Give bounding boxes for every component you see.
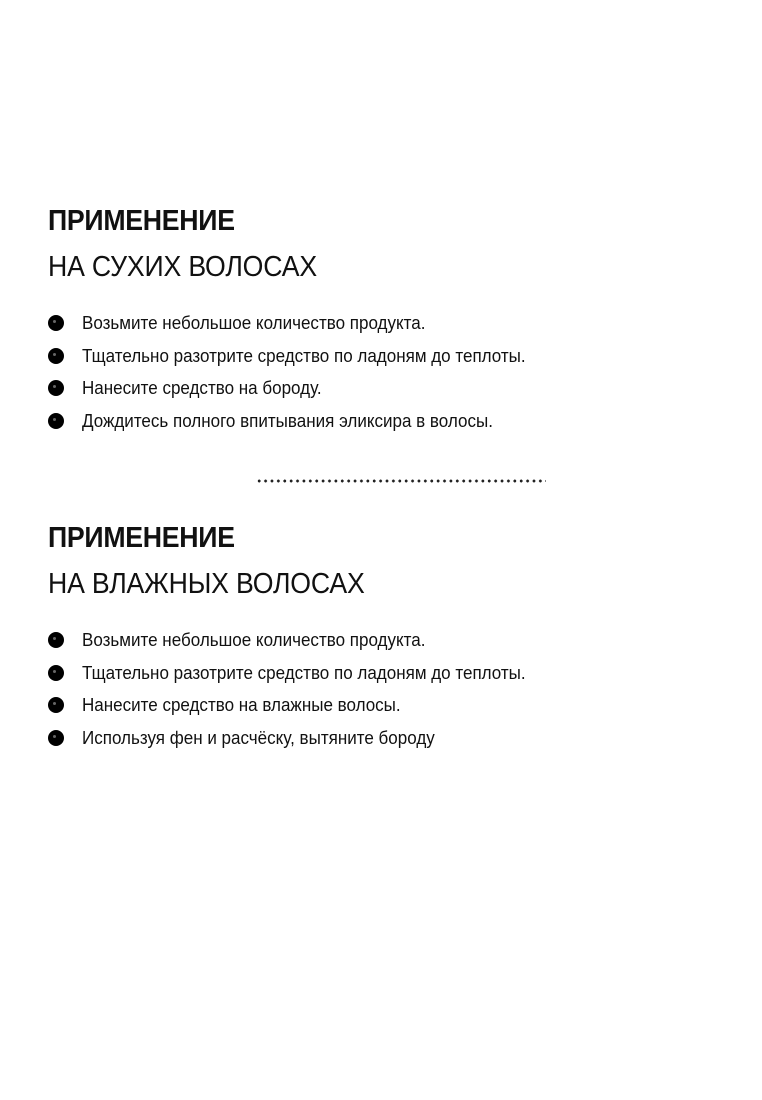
step-text: Тщательно разотрите средство по ладоням до теплоты. xyxy=(82,344,526,366)
steps-list xyxy=(48,308,728,438)
step-text: Возьмите небольшое количество продукта. xyxy=(82,312,426,334)
bullet-icon xyxy=(48,665,64,681)
list-item xyxy=(48,723,728,756)
bullet-icon xyxy=(48,380,64,396)
bullet-icon xyxy=(48,348,64,364)
list-item xyxy=(48,625,728,658)
bullet-icon xyxy=(48,413,64,429)
bullet-icon xyxy=(48,697,64,713)
list-item xyxy=(48,406,728,439)
list-item xyxy=(48,373,728,406)
section-subtitle: НА ВЛАЖНЫХ ВОЛОСАХ xyxy=(48,568,365,600)
dry-hair-section xyxy=(48,204,728,438)
step-text: Тщательно разотрите средство по ладоням до теплоты. xyxy=(82,661,526,683)
bullet-icon xyxy=(48,730,64,746)
step-text: Дождитесь полного впитывания эликсира в волосы. xyxy=(82,409,493,431)
section-subtitle: НА СУХИХ ВОЛОСАХ xyxy=(48,251,317,283)
section-title-bold: ПРИМЕНЕНИЕ xyxy=(48,205,235,237)
dotted-divider xyxy=(256,479,546,483)
list-item xyxy=(48,690,728,723)
step-text: Нанесите средство на бороду. xyxy=(82,377,322,399)
step-text: Возьмите небольшое количество продукта. xyxy=(82,629,426,651)
wet-hair-section xyxy=(48,521,728,755)
steps-list xyxy=(48,625,728,755)
list-item xyxy=(48,341,728,374)
step-text: Нанесите средство на влажные волосы. xyxy=(82,694,401,716)
step-text: Используя фен и расчёску, вытяните бороду xyxy=(82,726,435,748)
list-item xyxy=(48,308,728,341)
list-item xyxy=(48,658,728,691)
bullet-icon xyxy=(48,632,64,648)
bullet-icon xyxy=(48,315,64,331)
section-title-bold: ПРИМЕНЕНИЕ xyxy=(48,522,235,554)
